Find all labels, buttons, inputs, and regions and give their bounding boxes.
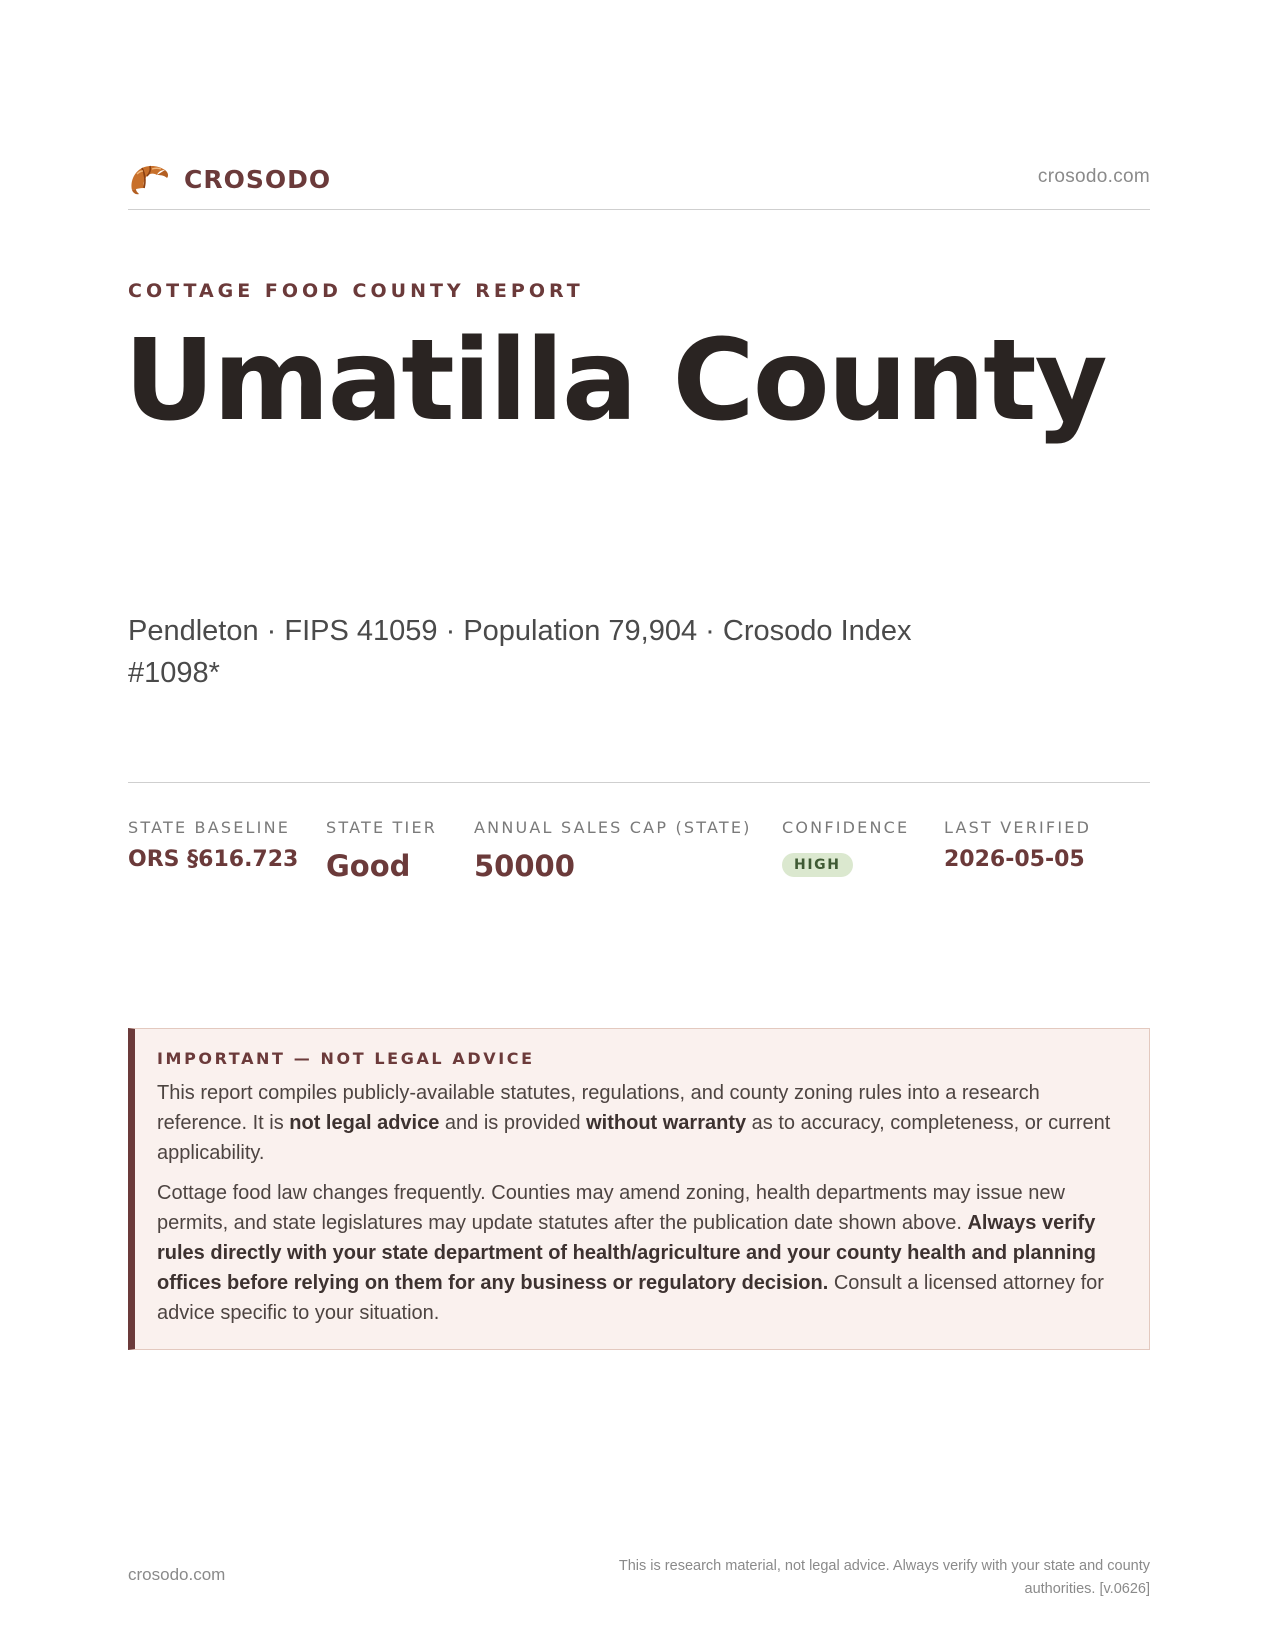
stat-value: 50000 [474,849,575,883]
stat-state-tier [326,818,437,883]
notice-title: IMPORTANT — NOT LEGAL ADVICE [157,1049,535,1068]
confidence-badge: HIGH [782,853,853,877]
page-title: Umatilla County [124,316,1106,446]
stat-confidence [782,818,909,877]
stat-label: STATE BASELINE [128,818,291,837]
site-url[interactable]: crosodo.com [1037,166,1150,187]
stat-value: ORS §616.723 [128,847,299,872]
county-subtitle: Pendleton · FIPS 41059 · Population 79,904 · Crosodo Index #1098* [128,615,912,689]
stat-value: Good [326,849,411,883]
stat-label: ANNUAL SALES CAP (STATE) [474,818,752,837]
stat-value: 2026-05-05 [944,847,1085,872]
brand[interactable] [128,160,331,200]
stat-last-verified [944,818,1091,872]
report-eyebrow: COTTAGE FOOD COUNTY REPORT [128,280,584,302]
stat-label: LAST VERIFIED [944,818,1092,837]
footer-disclaimer: This is research material, not legal advice. Always verify with your state and county authorities. [v.0626] [618,1558,1150,1597]
stats-row [128,818,1150,898]
stat-label: STATE TIER [326,818,438,837]
footer-site-url[interactable]: crosodo.com [128,1565,226,1584]
divider [128,782,1150,783]
notice-paragraph-1: This report compiles publicly-available statutes, regulations, and county zoning rules into a research reference. It is not legal advice and is provided without warranty as to accuracy, completeness, or current applicability. [157,1082,1111,1164]
page-header [128,160,1150,210]
legal-notice [128,1028,1150,1350]
stat-state-baseline [128,818,298,872]
stat-annual-sales-cap [474,818,752,883]
stat-label: CONFIDENCE [782,818,910,837]
brand-name: CROSODO [184,165,332,194]
notice-paragraph-2: Cottage food law changes frequently. Counties may amend zoning, health departments may issue new permits, and state legislatures may update statutes after the publication date shown above. Always verify rules directly with your state department of health/agriculture and your county health and planning offices before relying on them for any business or regulatory decision. Consult a licensed attorney for advice specific to your situation. [157,1182,1104,1324]
croissant-icon [128,160,170,200]
